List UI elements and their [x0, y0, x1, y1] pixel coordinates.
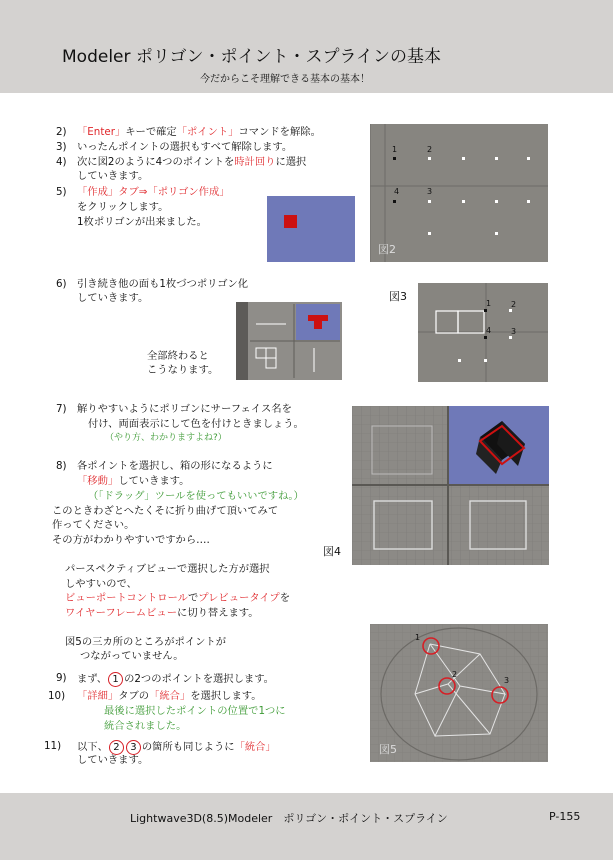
- circled-3: 3: [126, 740, 141, 755]
- figure-3-grid: [418, 283, 548, 382]
- step-2-text: 「Enter」キーで確定「ポイント」コマンドを解除。: [77, 126, 321, 138]
- fig3-point-4-label: 4: [486, 326, 492, 335]
- fig5-note-text: 図5の三カ所のところがポイントが: [65, 636, 227, 648]
- all-polygons-preview: [236, 302, 342, 380]
- circled-1: 1: [108, 672, 123, 687]
- step-5-text-2: をクリックします。: [77, 201, 169, 213]
- figure-4-label: 図4: [323, 545, 341, 558]
- page-title: Modeler ポリゴン・ポイント・スプラインの基本: [62, 47, 442, 67]
- fig5-point-1-label: 1: [415, 633, 421, 642]
- step-8-text-2: 「移動」していきます。: [77, 475, 190, 487]
- step-4-number: 4): [56, 156, 67, 168]
- figure-5-label: 図5: [379, 743, 397, 756]
- step-6-text-4: こうなります。: [147, 364, 219, 376]
- figure-3-label: 図3: [389, 290, 407, 303]
- step-6-text: 引き続き他の面も1枚づつポリゴン化: [77, 278, 249, 290]
- persp-text-3: ビューポートコントロールでプレビュータイプを: [65, 592, 290, 604]
- step-10-number: 10): [48, 690, 66, 702]
- fig2-point-3-label: 3: [427, 187, 433, 196]
- step-9-text: まず、 1 の2つのポイントを選択します。: [77, 673, 274, 685]
- page-number: P-155: [549, 810, 581, 823]
- fig2-point-1-label: 1: [392, 145, 398, 154]
- fig2-point-4-label: 4: [394, 187, 400, 196]
- fig5-note-text-2: つながっていません。: [80, 650, 184, 662]
- persp-text-2: しやすいので、: [65, 578, 137, 590]
- step-4-text: 次に図2のように4つのポイントを時計回りに選択: [77, 156, 307, 168]
- figure-2-label: 図2: [378, 243, 396, 256]
- step-7-text-2: 付け、両面表示にして色を付けときましょう。: [88, 418, 304, 430]
- footer-title: Lightwave3D(8.5)Modeler ポリゴン・ポイント・スプライン: [130, 812, 448, 825]
- figure-4-viewport: [352, 406, 549, 565]
- polygon-result-thumbnail: [267, 196, 355, 262]
- figure-5-viewport: [370, 624, 548, 762]
- step-7-text: 解りやすいようにポリゴンにサーフェイス名を: [77, 403, 292, 415]
- step-10-text: 「詳細」タブの「統合」を選択します。: [77, 690, 262, 702]
- step-2-number: 2): [56, 126, 67, 138]
- step-11-text-2: していきます。: [77, 754, 149, 766]
- fig3-point-2-label: 2: [511, 300, 517, 309]
- page-header: [0, 0, 613, 93]
- step-3-number: 3): [56, 141, 67, 153]
- persp-text-4: ワイヤーフレームビューに切り替えます。: [65, 607, 259, 619]
- figure-3-viewport: [418, 283, 548, 382]
- page-subtitle: 今だからこそ理解できる基本の基本！: [200, 74, 370, 85]
- fig5-point-2-label: 2: [452, 670, 458, 679]
- step-8-number: 8): [56, 460, 67, 472]
- fig3-point-3-label: 3: [511, 327, 517, 336]
- step-6-text-3: 全部終わると: [147, 350, 209, 362]
- step-10-note-2: 統合されました。: [104, 720, 187, 732]
- fig3-point-1-label: 1: [486, 299, 492, 308]
- step-8-text-5: その方がわかりやすいですから‥‥: [52, 534, 210, 546]
- step-7-number: 7): [56, 403, 67, 415]
- step-5-number: 5): [56, 186, 67, 198]
- step-10-note: 最後に選択したポイントの位置で1つに: [104, 705, 286, 717]
- fig5-point-3-label: 3: [504, 676, 510, 685]
- red-polygon: [284, 215, 297, 228]
- step-3-text: いったんポイントの選択もすべて解除します。: [77, 141, 293, 153]
- step-8-note: （「ドラッグ」ツールを使ってもいいですね。）: [88, 490, 304, 502]
- step-5-text: 「作成」タブ⇒「ポリゴン作成」: [77, 186, 230, 198]
- all-polygons-screenshot: [236, 302, 342, 380]
- page-footer: [0, 793, 613, 860]
- step-4-text-2: していきます。: [77, 170, 149, 182]
- step-8-text-3: このときわざとへたくそに折り曲げて頂いてみて: [52, 505, 279, 517]
- figure-2-viewport: [370, 124, 548, 262]
- circled-2: 2: [109, 740, 124, 755]
- step-6-text-2: していきます。: [77, 292, 149, 304]
- figure-4-views: [352, 406, 549, 565]
- step-8-text: 各ポイントを選択し、箱の形になるように: [77, 460, 273, 472]
- step-5-text-3: 1枚ポリゴンが出来ました。: [77, 216, 207, 228]
- step-11-text: 以下、 2 3 の箇所も同じように「統合」: [77, 741, 276, 753]
- persp-text: パースペクティブビューで選択した方が選択: [65, 563, 270, 575]
- step-9-number: 9): [56, 672, 67, 684]
- step-7-note: （やり方、わかりますよね?）: [105, 433, 227, 443]
- step-11-number: 11): [44, 740, 62, 752]
- step-6-number: 6): [56, 278, 67, 290]
- fig2-point-2-label: 2: [427, 145, 433, 154]
- step-8-text-4: 作ってください。: [52, 519, 135, 531]
